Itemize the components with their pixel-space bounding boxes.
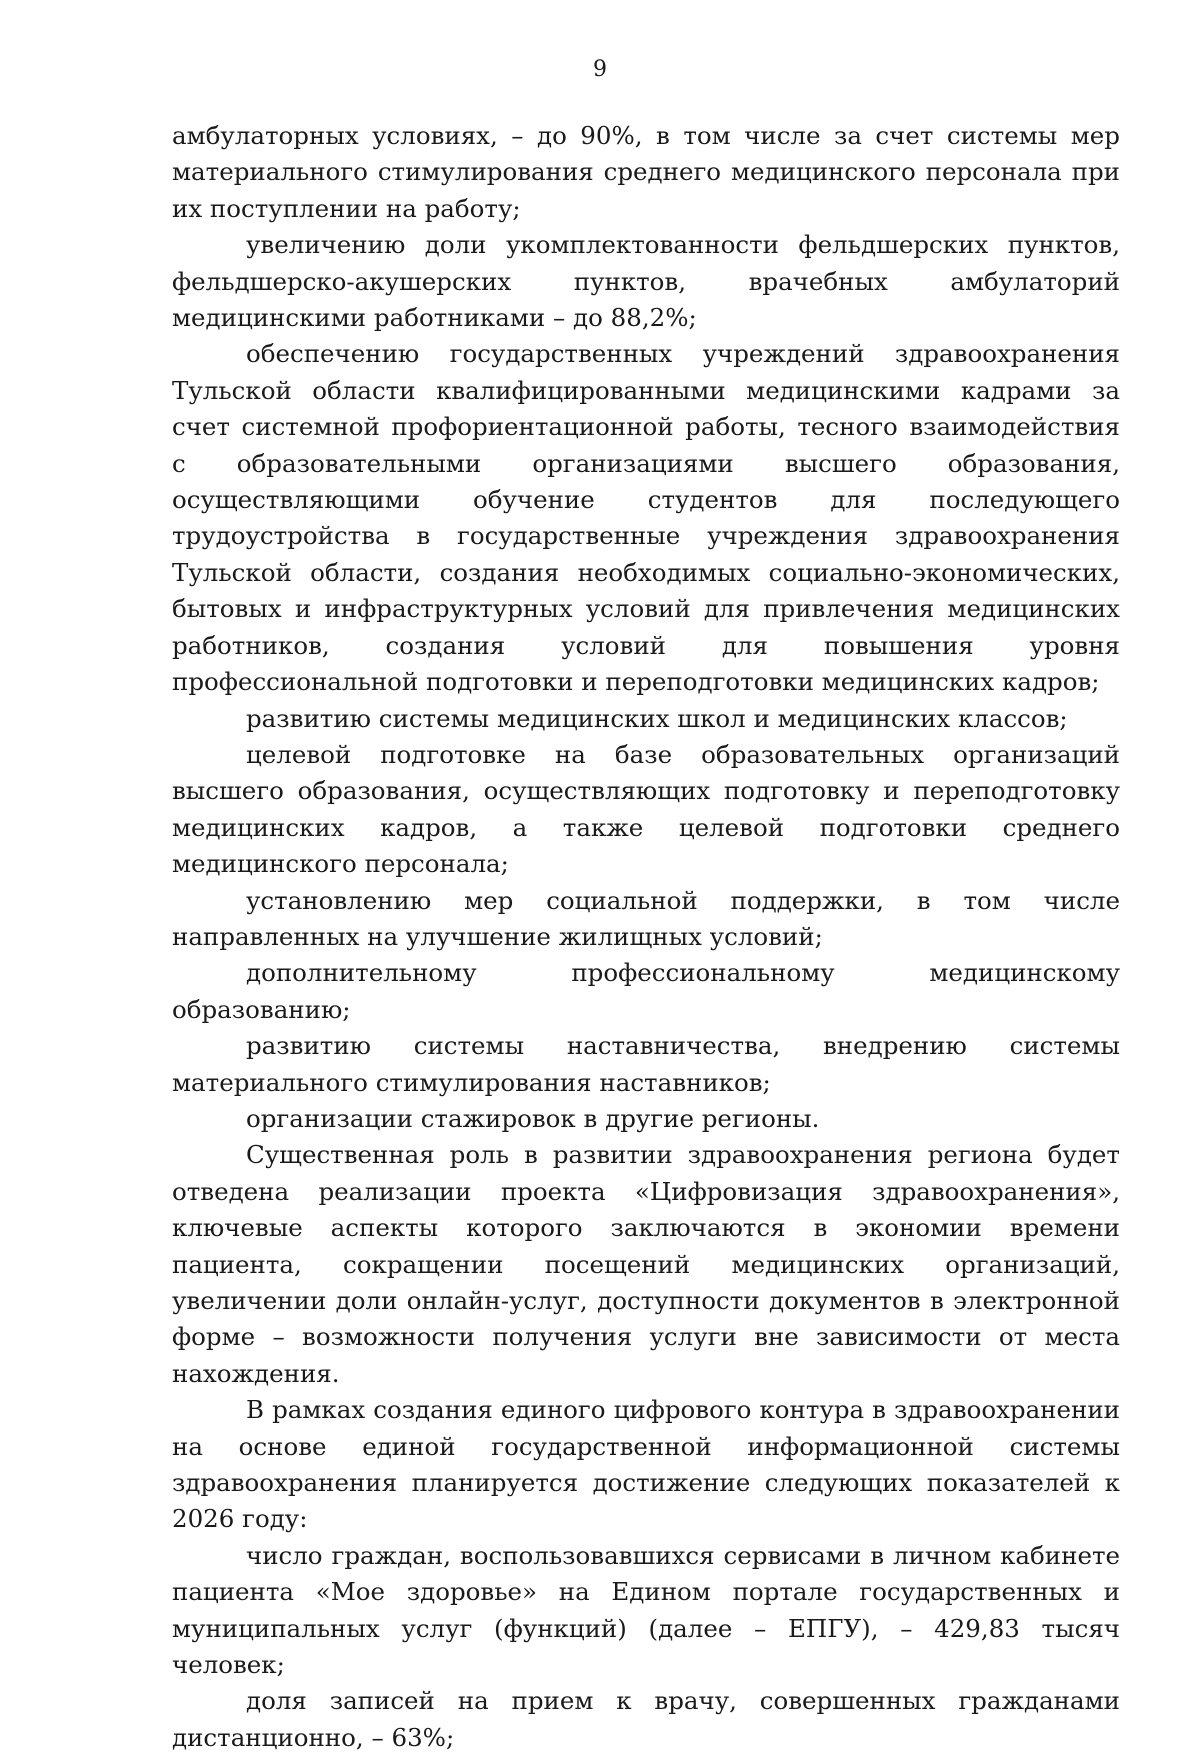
paragraph: В рамках создания единого цифрового контура в здравоохранении на основе единой государственной информационной системы здравоохранения планируется достижение следующих показателей к 2026 году: — [172, 1395, 1120, 1534]
paragraph: установлению мер социальной поддержки, в том числе направленных на улучшение жилищных условий; — [172, 885, 1120, 951]
paragraph: развитию системы наставничества, внедрению системы материального стимулирования наставников; — [172, 1031, 1120, 1097]
document-body — [172, 118, 1120, 1756]
paragraph: Существенная роль в развитии здравоохранения региона будет отведена реализации проекта «Цифровизация здравоохранения», ключевые аспекты которого заключаются в экономии времени пациента, сокращении посещений медицинских организаций, увеличении доли онлайн-услуг, доступности документов в электронной форме – возможности получения услуги вне зависимости от места нахождения. — [172, 1140, 1120, 1388]
paragraph: организации стажировок в другие регионы. — [246, 1103, 820, 1133]
paragraph: обеспечению государственных учреждений здравоохранения Тульской области квалифицированными медицинскими кадрами за счет системной профориентационной работы, тесного взаимодействия с образовательными организациями высшего образования, осуществляющими обучение студентов для последующего трудоустройства в государственные учреждения здравоохранения Тульской области, создания необходимых социально-экономических, бытовых и инфраструктурных условий для привлечения медицинских работников, создания условий для повышения уровня профессиональной подготовки и переподготовки медицинских кадров; — [172, 339, 1120, 697]
paragraph: целевой подготовке на базе образовательных организаций высшего образования, осуществляющих подготовку и переподготовку медицинских кадров, а также целевой подготовки среднего медицинского персонала; — [172, 739, 1120, 879]
page-number: 9 — [593, 57, 607, 82]
paragraph: доля записей на прием к врачу, совершенных гражданами дистанционно, – 63%; — [172, 1686, 1120, 1752]
paragraph: увеличению доли укомплектованности фельдшерских пунктов, фельдшерско-акушерских пунктов, врачебных амбулаторий медицинскими работниками – до 88,2%; — [172, 230, 1120, 333]
paragraph: дополнительному профессиональному медицинскому образованию; — [172, 958, 1120, 1024]
paragraph: развитию системы медицинских школ и медицинских классов; — [246, 703, 1068, 733]
paragraph: число граждан, воспользовавшихся сервисами в личном кабинете пациента «Мое здоровье» на Едином портале государственных и муниципальных услуг (функций) (далее – ЕПГУ), – 429,83 тысяч человек; — [172, 1540, 1120, 1680]
paragraph: амбулаторных условиях, – до 90%, в том числе за счет системы мер материального стимулирования среднего медицинского персонала при их поступлении на работу; — [172, 121, 1120, 223]
